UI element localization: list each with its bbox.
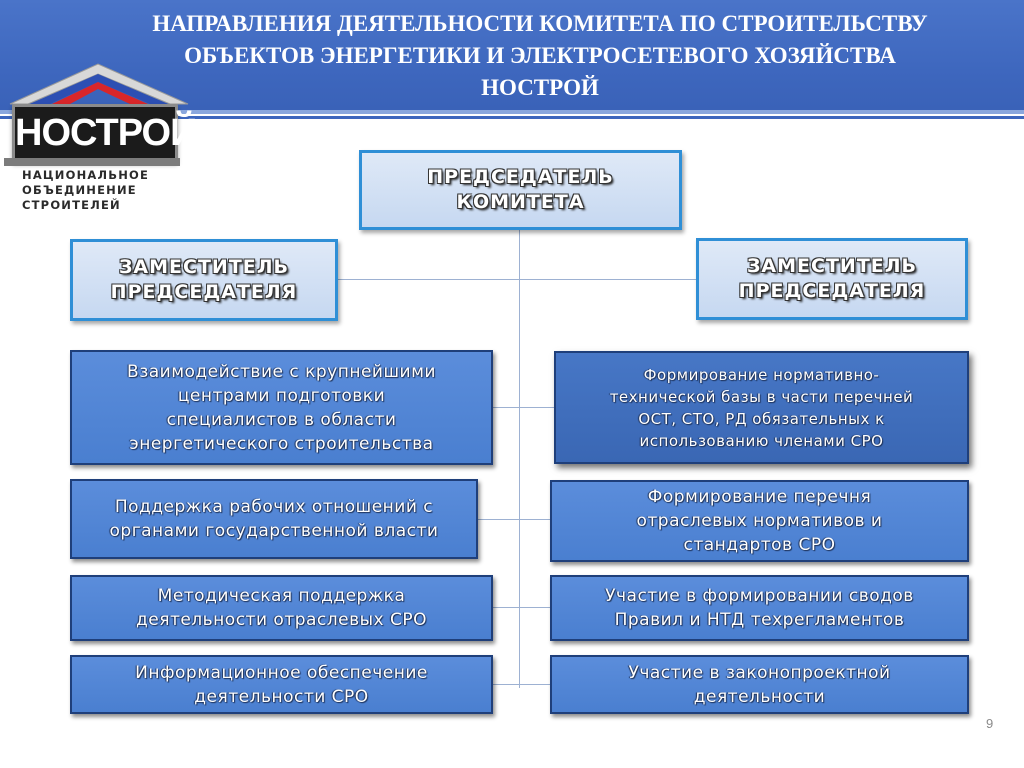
right-function-1 <box>554 351 969 464</box>
right-function-1-line-1: Формирование нормативно- <box>643 365 880 384</box>
chairman-line-1: ПРЕДСЕДАТЕЛЬ <box>427 166 614 188</box>
connector-row-4 <box>492 684 554 685</box>
title-line-2: ОБЪЕКТОВ ЭНЕРГЕТИКИ И ЭЛЕКТРОСЕТЕВОГО ХОЗЯЙСТВА <box>184 43 896 68</box>
right-function-2 <box>550 480 969 562</box>
left-function-2 <box>70 479 478 559</box>
right-function-1-line-4: использованию членами СРО <box>639 431 884 450</box>
logo-caption-line-3: СТРОИТЕЛЕЙ <box>22 198 121 212</box>
right-function-1-line-3: ОСТ, СТО, РД обязательных к <box>638 409 885 428</box>
right-function-2-line-3: стандартов СРО <box>683 535 836 555</box>
connector-row-2 <box>478 519 554 520</box>
left-function-1-line-1: Взаимодействие с крупнейшими <box>127 361 436 382</box>
chairman-line-2: КОМИТЕТА <box>456 191 585 213</box>
deputy-right-line-2: ПРЕДСЕДАТЕЛЯ <box>738 280 926 302</box>
deputy-left-box <box>70 239 338 321</box>
connector-deputies <box>338 279 696 280</box>
vertical-connector <box>519 228 520 688</box>
deputy-right-line-1: ЗАМЕСТИТЕЛЬ <box>746 255 918 277</box>
right-function-4-line-2: деятельности <box>693 686 826 707</box>
left-function-3 <box>70 575 493 641</box>
left-function-1 <box>70 350 493 465</box>
page-number: 9 <box>986 716 994 731</box>
left-function-2-line-2: органами государственной власти <box>109 521 439 541</box>
left-function-3-line-1: Методическая поддержка <box>157 586 406 606</box>
connector-row-1 <box>492 407 554 408</box>
right-function-3 <box>550 575 969 641</box>
deputy-right-box <box>696 238 968 320</box>
deputy-left-line-2: ПРЕДСЕДАТЕЛЯ <box>110 281 298 303</box>
right-function-4-line-1: Участие в законопроектной <box>628 662 891 683</box>
right-function-3-line-1: Участие в формировании сводов <box>605 586 914 606</box>
logo-caption-line-2: ОБЪЕДИНЕНИЕ <box>22 183 137 197</box>
left-function-4-line-2: деятельности СРО <box>194 686 369 707</box>
right-function-2-line-2: отраслевых нормативов и <box>636 511 883 531</box>
logo-caption <box>22 168 172 213</box>
connector-row-3 <box>492 607 554 608</box>
deputy-left-line-1: ЗАМЕСТИТЕЛЬ <box>118 256 290 278</box>
title-line-3: НОСТРОЙ <box>481 75 599 100</box>
left-function-3-line-2: деятельности отраслевых СРО <box>136 610 427 630</box>
nostroy-logo <box>0 62 200 227</box>
left-function-2-line-1: Поддержка рабочих отношений с <box>114 497 434 517</box>
left-function-1-line-3: специалистов в области <box>166 409 397 430</box>
right-function-2-line-1: Формирование перечня <box>647 487 872 507</box>
chairman-box <box>359 150 682 230</box>
logo-wordmark: НОСТРОЙ <box>12 104 178 162</box>
left-function-1-line-2: центрами подготовки <box>177 385 386 406</box>
left-function-4 <box>70 655 493 714</box>
left-function-1-line-4: энергетического строительства <box>129 433 434 454</box>
logo-caption-line-1: НАЦИОНАЛЬНОЕ <box>22 168 150 182</box>
right-function-3-line-2: Правил и НТД техрегламентов <box>614 610 905 630</box>
logo-base <box>4 158 180 166</box>
right-function-4 <box>550 655 969 714</box>
right-function-1-line-2: технической базы в части перечней <box>609 387 914 406</box>
title-line-1: НАПРАВЛЕНИЯ ДЕЯТЕЛЬНОСТИ КОМИТЕТА ПО СТРОИТЕЛЬСТВУ <box>152 11 928 36</box>
page-title <box>110 8 970 104</box>
left-function-4-line-1: Информационное обеспечение <box>135 662 428 683</box>
